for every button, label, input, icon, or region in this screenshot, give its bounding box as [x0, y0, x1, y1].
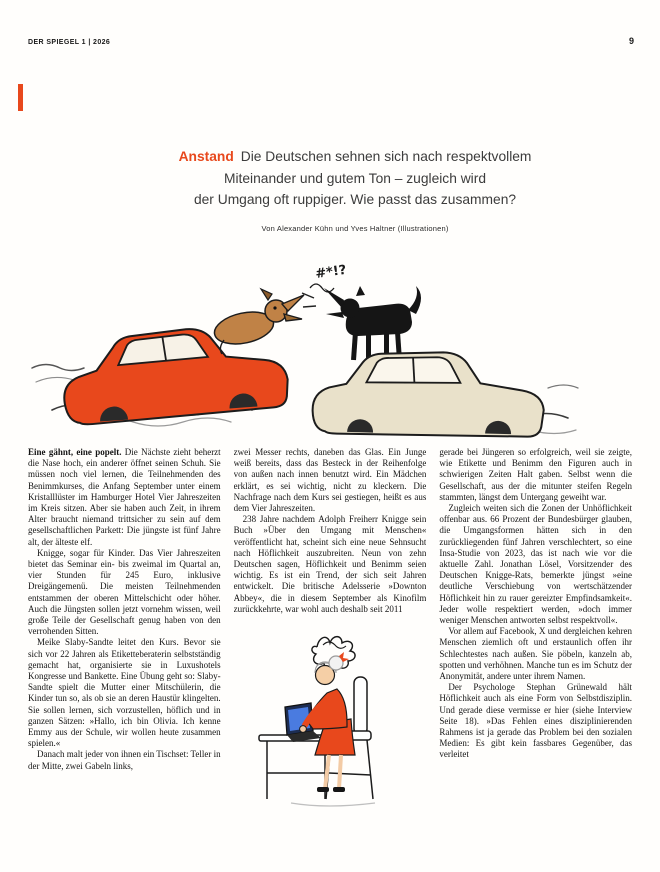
byline: Von Alexander Kühn und Yves Haltner (Illustrationen)	[261, 224, 449, 233]
squiggle-mark	[310, 284, 334, 292]
kicker: Anstand	[178, 149, 234, 164]
paragraph: zwei Messer rechts, daneben das Glas. Ein Junge weiß bereits, dass das Besteck in der Reihenfolge von außen nach innen benutzt wird. Ein Mädchen erklärt, es sei wichtig, nicht zu kleckern. Die Nachfrage nach dem Kurs sei gestiegen, heißt es aus dem Vier Jahreszeiten.	[233, 447, 427, 514]
tan-dog	[212, 289, 304, 354]
article-column-3	[439, 447, 632, 867]
lead-in: Eine gähnt, eine popelt.	[28, 447, 122, 457]
paragraph-text: Die Nächste zieht beherzt die Nase hoch, ein anderer öffnet seinen Schuh. Sie müssen noch viel lernen, die Teilnehmenden des Benimmkurses, die Anfang September unter einem Kristalllüster im Hamburger Hotel Vier Jahreszeiten im Kreis sitzen. Aber sie haben auch Zeit, in ihrem Alter braucht niemand trittsicher zu sein auf dem gesellschaftlichen Parkett: Die jüngste ist fünf Jahre alt, der älteste elf.	[28, 447, 221, 547]
masthead: DER SPIEGEL 1 | 2026	[28, 39, 111, 46]
main-illustration	[28, 248, 632, 444]
paragraph: Vor allem auf Facebook, X und dergleichen kehren Menschen ziemlich oft und erstaunlich offen ihr Schlechtestes nach außen. Sie pöbeln, kanzeln ab, spotten und verhöhnen. Manche tun es im Schutz der Anonymität, andere unter ihrem Namen.	[439, 626, 633, 682]
floor-shadow	[291, 803, 375, 806]
woman-at-laptop-illustration	[255, 623, 405, 811]
paragraph: 238 Jahre nachdem Adolph Freiherr Knigge sein Buch »Über den Umgang mit Menschen« veröffentlicht hat, scheint sich eine neue Sehnsucht nach Höflichkeit auszubreiten. Neun von zehn Deutschen sagen, Höflichkeit und Benimm seien wichtig. Es ist ein Trend, der sich seit Jahren entwickelt. Die britische Adelsserie »Downton Abbey«, die in diesem September als Kinofilm zurückkehrte, war wohl auch deshalb seit 2011	[233, 514, 427, 614]
headline-line2: Miteinander und gutem Ton – zugleich wird	[223, 170, 487, 186]
paragraph	[28, 447, 221, 548]
article-column-1	[28, 447, 221, 867]
inline-illustration	[255, 623, 405, 811]
cars-dogs-illustration	[28, 248, 632, 444]
paragraph: Zugleich weiten sich die Zonen der Unhöflichkeit offenbar aus. 66 Prozent der Bundesbürger glauben, die Umgangsformen hätten sich in den zurückliegenden fünf Jahren verschlechtert, so eine Insa-Studie von 2023, das ist nach wie vor die aktuelle Zahl. Jonathan Lösel, Vorsitzender des Deutschen Knigge-Rats, bemerkte jüngst »eine deutliche Verschiebung von wertschätzender Höflichkeit hin zu rauer gereizter Empfindsamkeit«. Jeder wolle respektiert werden, »doch immer weniger Menschen antworten selbst respektvoll«.	[439, 503, 633, 626]
woman	[300, 652, 355, 792]
paragraph: gerade bei Jüngeren so erfolgreich, weil sie zeigte, wie Etikette und Benimm den Figuren auch in schwierigen Zeiten Halt gaben. Selbst wenn die Gesellschaft, aus der die mitunter steifen Regeln stammten, längst dem Untergang geweiht war.	[439, 447, 633, 502]
paragraph: Danach malt jeder von ihnen ein Tischset: Teller in der Mitte, zwei Gabeln links,	[28, 749, 221, 771]
section-marker	[18, 84, 23, 111]
masthead-row	[28, 36, 634, 46]
beige-car	[312, 349, 545, 439]
article-body	[28, 447, 632, 867]
headline-line1: Die Deutschen sehnen sich nach respektvollem	[240, 149, 532, 164]
headline	[75, 146, 635, 211]
paragraph: Der Psychologe Stephan Grünewald hält Höflichkeit auch als eine Form von Selbstdisziplin. Und gerade diese vermisse er hier (siehe Interview Seite 18). »Das Fehlen eines disziplinierenden Rahmens ist ja gerade das Problem bei den sozialen Medien: Es gibt kein fassbares Gegenüber, das verleitet	[439, 682, 633, 760]
page-number: 9	[628, 36, 634, 46]
headline-line3: der Umgang oft ruppiger. Wie passt das zusammen?	[193, 192, 517, 207]
expletive-symbols: #*!?	[314, 262, 348, 282]
paragraph: Meike Slaby-Sandte leitet den Kurs. Bevor sie sich vor 22 Jahren als Etiketteberaterin selbstständig gemacht hat, organisierte sie in Luxushotels Kongresse und Bankette. Eine Übung geht so: Slaby-Sandte spielt die Mutter einer Mitschülerin, die Kinder tun so, als ob sie an deren Haustür klingelten. Sie sollen lernen, sich vorzustellen, höflich und in ganzen Sätzen: »Hallo, ich bin Olivia. Ich kenne Emmy aus der Schule, wir wollen heute zusammen spielen.«	[28, 637, 221, 749]
black-dog	[324, 286, 421, 360]
article-column-2	[234, 447, 427, 867]
paragraph: Knigge, sogar für Kinder. Das Vier Jahreszeiten bietet das Seminar ein- bis zweimal im Quartal an, vier Stunden für 245 Euro, inklusive Dreigängemenü. Die meisten Teilnehmenden entstammen der oberen Mittelschicht oder höher. Auch die Jüngsten sollen jetzt vornehm wissen, weil große Teile der Gesellschaft genug haben von den verrohenden Sitten.	[28, 547, 221, 637]
